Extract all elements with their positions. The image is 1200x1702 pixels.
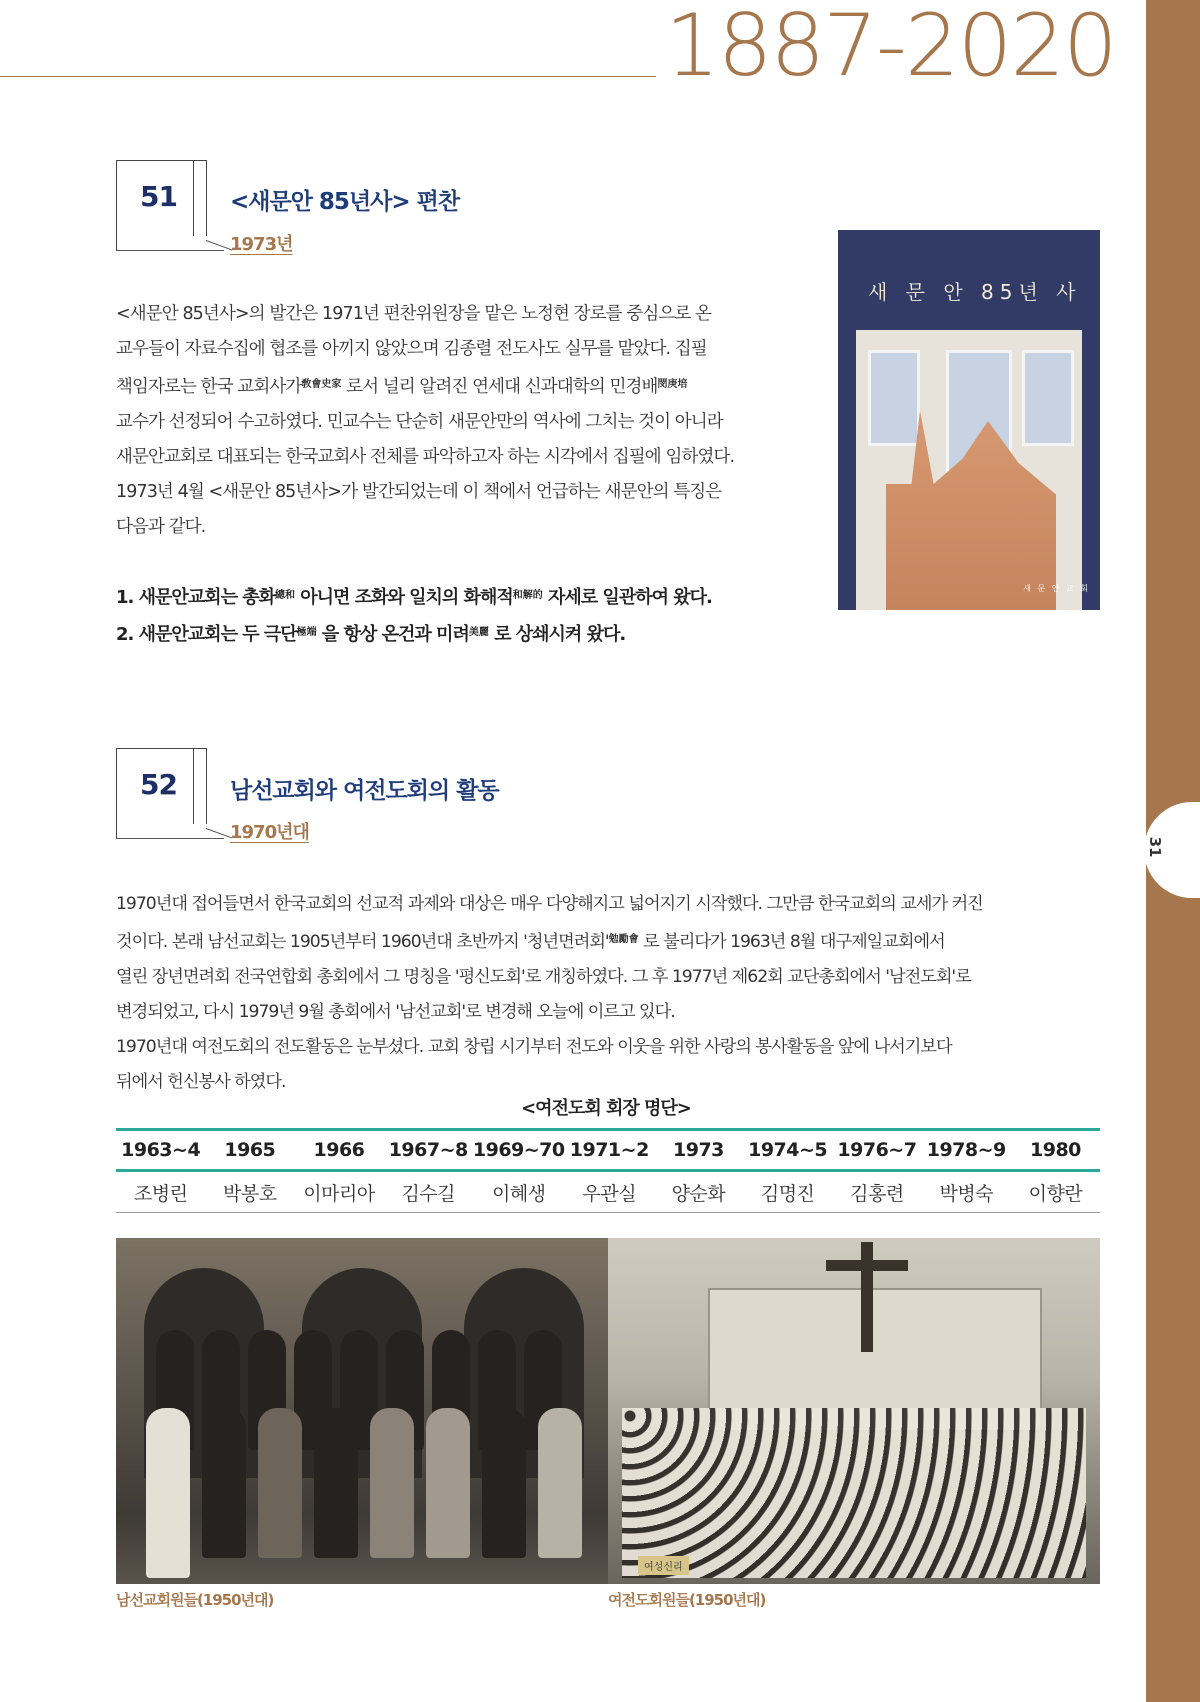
book-cover-window bbox=[1022, 350, 1074, 446]
point-2 bbox=[116, 615, 712, 652]
header-rule bbox=[0, 76, 656, 77]
name-cell: 박봉호 bbox=[205, 1171, 294, 1213]
year-cell: 1965 bbox=[205, 1130, 294, 1171]
paragraph-line: 1970년대 여전도회의 전도활동은 눈부셨다. 교회 창립 시기부터 전도와 이웃을 위한 사랑의 봉사활동을 앞에 나서기보다 bbox=[116, 1037, 952, 1057]
paragraph-line: 다음과 같다. bbox=[116, 517, 206, 537]
section-52-frame-fold bbox=[206, 828, 233, 839]
hanja-annotation: 閔庚培 bbox=[657, 379, 688, 390]
paragraph-line: 열린 장년면려회 전국연합회 총회에서 그 명칭을 '평신도회'로 개칭하였다. 그 후 1977년 제62회 교단총회에서 '남전도회'로 bbox=[116, 967, 971, 987]
name-cell: 양순화 bbox=[654, 1171, 743, 1213]
president-table-years-row bbox=[116, 1130, 1100, 1171]
paragraph-line bbox=[116, 367, 796, 405]
paragraph-line: 교우들이 자료수집에 협조를 아끼지 않았으며 김종렬 전도사도 실무를 맡았다. 집필 bbox=[116, 339, 707, 359]
name-cell: 이혜생 bbox=[473, 1171, 565, 1213]
mens-mission-group-photo bbox=[116, 1238, 608, 1584]
year-cell: 1969~70 bbox=[473, 1130, 565, 1171]
section-52-frame-base bbox=[116, 838, 224, 839]
paragraph-line: 교수가 선정되어 수고하였다. 민교수는 단순히 새문안만의 역사에 그치는 것이 아니라 bbox=[116, 412, 723, 432]
hanja-annotation: 總和 bbox=[275, 590, 295, 601]
year-cell: 1971~2 bbox=[565, 1130, 654, 1171]
president-table bbox=[116, 1128, 1100, 1213]
name-cell: 김명진 bbox=[743, 1171, 832, 1213]
hanja-annotation: 美麗 bbox=[468, 627, 489, 638]
section-51-points bbox=[116, 578, 712, 652]
year-cell: 1966 bbox=[294, 1130, 383, 1171]
section-51-number: 51 bbox=[140, 180, 177, 213]
point-text: 아니면 조화와 일치의 화해적 bbox=[295, 587, 513, 608]
paragraph-line: 뒤에서 헌신봉사 하였다. bbox=[116, 1072, 286, 1092]
section-51-frame-base bbox=[116, 250, 224, 251]
name-cell: 김홍련 bbox=[832, 1171, 921, 1213]
section-52-date: 1970년대 bbox=[230, 822, 309, 843]
year-cell: 1980 bbox=[1011, 1130, 1100, 1171]
name-cell: 우관실 bbox=[565, 1171, 654, 1213]
paragraph-fragment: 것이다. 본래 남선교회는 1905년부터 1960년대 초반까지 '청년면려회' bbox=[116, 932, 609, 952]
year-cell: 1978~9 bbox=[922, 1130, 1011, 1171]
book-cover-image bbox=[838, 230, 1100, 610]
paragraph-line: 변경되었고, 다시 1979년 9월 총회에서 '남선교회'로 변경해 오늘에 이르고 있다. bbox=[116, 1002, 675, 1022]
paragraph-line bbox=[116, 922, 1106, 960]
point-text: 자세로 일관하여 왔다. bbox=[542, 587, 712, 608]
section-51-paragraph bbox=[116, 297, 796, 545]
book-cover-label: 새 문 안 교 회 bbox=[1023, 584, 1090, 593]
photo-crowd bbox=[622, 1408, 1086, 1578]
book-cover-title: 새 문 안 85년 사 bbox=[868, 280, 1082, 304]
year-cell: 1976~7 bbox=[832, 1130, 921, 1171]
right-photo-caption: 여전도회원들(1950년대) bbox=[608, 1591, 766, 1609]
section-52-number: 52 bbox=[140, 768, 177, 801]
name-cell: 이향란 bbox=[1011, 1171, 1100, 1213]
president-table-names-row bbox=[116, 1171, 1100, 1213]
point-1 bbox=[116, 578, 712, 615]
year-cell: 1963~4 bbox=[116, 1130, 205, 1171]
president-table-caption: <여전도회 회장 명단> bbox=[521, 1098, 691, 1119]
year-cell: 1973 bbox=[654, 1130, 743, 1171]
section-51-date: 1973년 bbox=[230, 234, 293, 255]
point-text: 2. 새문안교회는 두 극단 bbox=[116, 624, 297, 645]
name-cell: 김수길 bbox=[384, 1171, 473, 1213]
header-year-range: 1887-2020 bbox=[665, 0, 1116, 96]
paragraph-line: 1973년 4월 <새문안 85년사>가 발간되었는데 이 책에서 언급하는 새문안의 특징은 bbox=[116, 482, 722, 502]
page-number: 31 bbox=[1146, 836, 1164, 858]
hanja-annotation: 勉勵會 bbox=[608, 934, 639, 945]
womens-mission-group-photo bbox=[608, 1238, 1100, 1584]
cross-icon bbox=[861, 1242, 873, 1352]
paragraph-fragment: 로서 널리 알려진 연세대 신과대학의 민경배 bbox=[346, 377, 658, 397]
photo-front-row bbox=[146, 1408, 582, 1578]
section-51-title: <새문안 85년사> 편찬 bbox=[230, 189, 460, 215]
name-cell: 박병숙 bbox=[922, 1171, 1011, 1213]
book-cover-window bbox=[868, 350, 920, 446]
photo-plaque: 여성신리 bbox=[638, 1556, 689, 1575]
section-51-frame-fold bbox=[206, 240, 233, 251]
hanja-annotation: 敎會史家 bbox=[301, 379, 342, 390]
year-cell: 1974~5 bbox=[743, 1130, 832, 1171]
name-cell: 조병린 bbox=[116, 1171, 205, 1213]
point-text: 을 항상 온건과 미려 bbox=[316, 624, 469, 645]
paragraph-fragment: 로 불리다가 1963년 8월 대구제일교회에서 bbox=[638, 932, 945, 952]
hanja-annotation: 和解的 bbox=[512, 590, 543, 601]
hanja-annotation: 極端 bbox=[296, 627, 317, 638]
year-cell: 1967~8 bbox=[384, 1130, 473, 1171]
cross-icon-bar bbox=[826, 1260, 908, 1271]
paragraph-line: 새문안교회로 대표되는 한국교회사 전체를 파악하고자 하는 시각에서 집필에 임하였다. bbox=[116, 447, 735, 467]
paragraph-fragment: 책임자로는 한국 교회사가 bbox=[116, 377, 302, 397]
point-text: 로 상쇄시켜 왔다. bbox=[488, 624, 626, 645]
left-photo-caption: 남선교회원들(1950년대) bbox=[116, 1591, 274, 1609]
section-52-paragraph bbox=[116, 887, 1106, 1100]
point-text: 1. 새문안교회는 총화 bbox=[116, 587, 275, 608]
paragraph-line: 1970년대 접어들면서 한국교회의 선교적 과제와 대상은 매우 다양해지고 넓어지기 시작했다. 그만큼 한국교회의 교세가 커진 bbox=[116, 894, 983, 914]
section-52-title: 남선교회와 여전도회의 활동 bbox=[230, 778, 499, 804]
paragraph-line: <새문안 85년사>의 발간은 1971년 편찬위원장을 맡은 노정현 장로를 중심으로 온 bbox=[116, 304, 712, 324]
name-cell: 이마리아 bbox=[294, 1171, 383, 1213]
